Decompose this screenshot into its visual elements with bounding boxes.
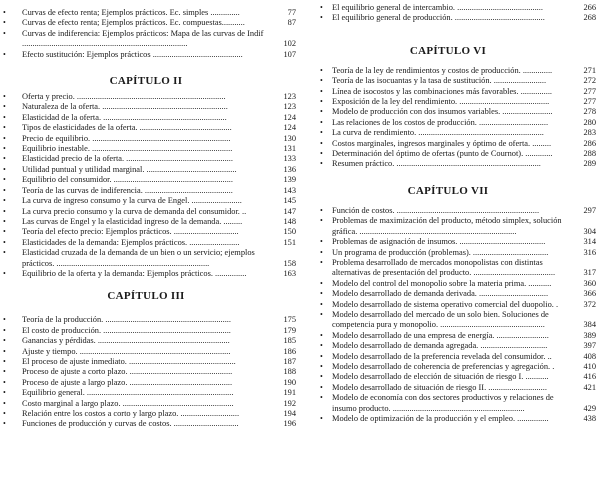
toc-entry-title: Exposición de la ley del rendimiento. ...........................................: [332, 97, 550, 107]
toc-entry-title: El costo de producción. .............................................................: [22, 325, 231, 335]
toc-entry-title: Modelo desarrollado de la preferencia revelada del consumidor. ..: [332, 351, 552, 361]
toc-page-number: 429: [583, 403, 596, 413]
toc-entry: [318, 300, 600, 310]
toc-entry-title: Elasticidad de la oferta. ...........................................................: [22, 112, 227, 122]
bullet-icon: •: [3, 268, 6, 278]
toc-page-number: 288: [583, 149, 596, 159]
toc-entry-title: Modelo desarrollado de una empresa de energía. .........................: [332, 330, 549, 340]
toc-page-number: 268: [583, 13, 596, 23]
toc-page-number: 191: [283, 388, 296, 398]
bullet-icon: •: [320, 97, 323, 107]
toc-entry-title: Ganancias y pérdidas. ...............................................................: [22, 336, 230, 346]
toc-page-number: 179: [283, 325, 296, 335]
toc-entry: [318, 66, 600, 76]
toc-entry-title: Teoría del efecto precio: Ejemplos prácticos. ...............................: [22, 227, 239, 237]
toc-entry: [318, 128, 600, 138]
bullet-icon: •: [3, 102, 6, 112]
toc-entry-title: Utilidad puntual y utilidad marginal. ...........................................: [22, 164, 237, 174]
bullet-icon: •: [3, 325, 6, 335]
toc-entry: [318, 237, 600, 247]
toc-entry: [0, 154, 300, 164]
toc-entry: [0, 123, 300, 133]
toc-entry-title: Tipos de elasticidades de la oferta. ............................................: [22, 123, 232, 133]
bullet-icon: •: [320, 393, 323, 403]
toc-entry-title: Modelo desarrollado de situación de riesgo II. ............................: [332, 382, 547, 392]
bullet-icon: •: [320, 107, 323, 117]
toc-entry-title: Un programa de producción (problemas). ....................................: [332, 247, 549, 257]
toc-entry-title: Teoría de las curvas de indiferencia. ..........................................: [22, 185, 233, 195]
toc-entry: [0, 378, 300, 388]
bullet-icon: •: [3, 112, 6, 122]
toc-entry: [0, 165, 300, 175]
toc-entry-title: Naturaleza de la oferta. ............................................................: [22, 102, 228, 112]
toc-entry: [318, 87, 600, 97]
bullet-icon: •: [320, 117, 323, 127]
toc-page-number: 102: [283, 39, 296, 49]
toc-entry-title: Precio de equilibrio. ..................................................................: [22, 133, 231, 143]
toc-entry: [318, 289, 600, 299]
bullet-icon: •: [320, 13, 323, 23]
toc-page-number: 192: [283, 398, 296, 408]
bullet-icon: •: [320, 414, 323, 423]
toc-entry: [0, 227, 300, 237]
toc-page-number: 124: [283, 123, 296, 133]
chapter-ii-entries: [0, 92, 300, 279]
toc-page-number: 87: [287, 18, 296, 28]
toc-entry-title: Ajuste y tiempo. ........................................................................: [22, 346, 231, 356]
toc-entry: [0, 186, 300, 196]
toc-page-number: 186: [283, 346, 296, 356]
toc-entry: [0, 367, 300, 377]
toc-entry-title: El equilibrio general de producción. ...........................................: [332, 13, 545, 23]
toc-entry: [318, 97, 600, 107]
toc-page-number: 123: [283, 102, 296, 112]
bullet-icon: •: [3, 206, 6, 216]
toc-entry-title: El equilibrio general de intercambio. .........................................: [332, 3, 543, 12]
toc-entry-title: La curva de ingreso consumo y la curva de Engel. ........................: [22, 196, 242, 206]
bullet-icon: •: [3, 248, 6, 258]
chapter-vi-heading: CAPÍTULO VI: [409, 44, 487, 57]
toc-entry: [0, 207, 300, 217]
toc-entry-title: Curvas de indiferencia: Ejemplos prácticos: Mapa de las curvas de Indif ...............................................................................: [22, 28, 264, 49]
toc-entry-title: Línea de isocostos y las combinaciones más favorables. ...............: [332, 86, 553, 96]
bullet-icon: •: [320, 138, 323, 148]
bullet-icon: •: [3, 388, 6, 398]
toc-entry: [318, 13, 600, 23]
toc-entry: [0, 269, 300, 279]
toc-page-number: 317: [583, 268, 596, 278]
toc-page-number: 133: [283, 154, 296, 164]
left-top-entries: [0, 8, 300, 60]
chapter-iii-heading: CAPÍTULO III: [107, 290, 185, 303]
toc-page-number: 389: [583, 330, 596, 340]
toc-entry: [0, 134, 300, 144]
bullet-icon: •: [3, 92, 6, 102]
toc-entry: [318, 352, 600, 362]
toc-entry: [0, 113, 300, 123]
toc-entry-title: Modelo de economía con dos sectores productivos y relaciones de insumo producto. ...............................................................: [332, 393, 554, 413]
toc-page-number: 188: [283, 367, 296, 377]
toc-entry-title: Modelo de producción con dos insumos variables. ........................: [332, 107, 553, 117]
toc-page-number: 148: [283, 216, 296, 226]
toc-entry-title: Equilibrio del consumidor. .........................................................: [22, 175, 233, 185]
toc-entry-title: Funciones de producción y curvas de costos. ...............................: [22, 419, 239, 429]
toc-entry-title: La curva precio consumo y la curva de demanda del consumidor. ..: [22, 206, 247, 216]
toc-entry-title: Proceso de ajuste a corto plazo. .................................................: [22, 367, 233, 377]
toc-page-number: 366: [583, 289, 596, 299]
bullet-icon: •: [3, 216, 6, 226]
bullet-icon: •: [320, 159, 323, 169]
toc-entry: [318, 107, 600, 117]
toc-entry: [318, 383, 600, 393]
toc-page-number: 283: [583, 128, 596, 138]
toc-page-number: 151: [283, 237, 296, 247]
toc-page-number: 163: [283, 268, 296, 278]
toc-page-number: 139: [283, 175, 296, 185]
toc-entry-title: Modelo desarrollado de demanda derivada. .................................: [332, 289, 549, 299]
toc-entry-title: Efecto sustitución: Ejemplos prácticos ...........................................: [22, 49, 243, 59]
toc-page-number: 147: [283, 206, 296, 216]
chapter-vi-entries: [318, 66, 600, 170]
toc-page-number: 438: [583, 414, 596, 423]
toc-entry: [318, 139, 600, 149]
toc-entry-title: Relación entre los costos a corto y largo plazo. ............................: [22, 409, 240, 418]
toc-entry: [0, 399, 300, 409]
toc-page-number: 123: [283, 92, 296, 102]
toc-page-number: 297: [583, 205, 596, 215]
bullet-icon: •: [320, 361, 323, 371]
toc-page-number: 421: [583, 382, 596, 392]
toc-entry: [0, 8, 300, 18]
right-column: [318, 0, 600, 424]
toc-page-number: 124: [283, 112, 296, 122]
toc-entry-title: Función de costos. ....................................................................: [332, 205, 540, 215]
toc-page-number: 143: [283, 185, 296, 195]
toc-entry-title: Teoría de la ley de rendimientos y costos de producción. ..............: [332, 65, 553, 75]
bullet-icon: •: [320, 278, 323, 288]
toc-page-number: 150: [283, 227, 296, 237]
toc-entry-title: Curvas de efecto renta; Ejemplos prácticos. Ec. compuestas...........: [22, 18, 245, 28]
toc-entry: [0, 29, 300, 50]
toc-entry-title: Problemas de maximización del producto, método simplex, solución gráfica. ...........................................................................: [332, 216, 562, 236]
bullet-icon: •: [3, 356, 6, 366]
toc-entry-title: Problemas de asignación de insumos. .........................................: [332, 237, 546, 247]
toc-page-number: 175: [283, 315, 296, 325]
bullet-icon: •: [320, 299, 323, 309]
toc-page-number: 77: [287, 8, 296, 17]
bullet-icon: •: [3, 419, 6, 429]
toc-page-number: 278: [583, 107, 596, 117]
chapter-vii-heading: CAPÍTULO VII: [407, 184, 489, 197]
toc-page-number: 187: [283, 356, 296, 366]
toc-page-number: 408: [583, 351, 596, 361]
bullet-icon: •: [3, 18, 6, 28]
toc-page-number: 416: [583, 372, 596, 382]
bullet-icon: •: [320, 309, 323, 319]
chapter-ii-heading: CAPÍTULO II: [109, 75, 183, 88]
toc-page-number: 190: [283, 377, 296, 387]
toc-entry: [318, 216, 600, 237]
toc-entry-title: La curva de rendimiento. ............................................................: [332, 128, 544, 138]
left-column: [0, 0, 300, 430]
toc-entry-title: Elasticidades de la demanda: Ejemplos prácticos. ........................: [22, 237, 240, 247]
toc-entry: [0, 315, 300, 325]
bullet-icon: •: [320, 216, 323, 226]
toc-entry-title: Equilibrio inestable. ...................................................................: [22, 144, 233, 154]
toc-entry-title: Modelo desarrollado de elección de situación de riesgo I. ...........: [332, 372, 549, 382]
bullet-icon: •: [320, 341, 323, 351]
bullet-icon: •: [3, 175, 6, 185]
bullet-icon: •: [3, 164, 6, 174]
toc-page-number: 131: [283, 144, 296, 154]
toc-page-number: 185: [283, 336, 296, 346]
toc-entry-title: Las relaciones de los costos de producción. .................................: [332, 117, 549, 127]
bullet-icon: •: [3, 237, 6, 247]
toc-page-number: 271: [583, 65, 596, 75]
toc-page-number: 372: [583, 299, 596, 309]
toc-entry-title: Resumen práctico. .....................................................................: [332, 159, 541, 169]
toc-entry: [0, 336, 300, 346]
toc-entry: [318, 3, 600, 13]
bullet-icon: •: [320, 3, 323, 12]
bullet-icon: •: [320, 372, 323, 382]
bullet-icon: •: [320, 247, 323, 257]
toc-entry: [0, 419, 300, 429]
bullet-icon: •: [3, 49, 6, 59]
toc-page-number: 410: [583, 361, 596, 371]
toc-entry-title: Teoría de las isocuantas y la tasa de sustitución. .........................: [332, 76, 547, 86]
toc-entry: [318, 414, 600, 424]
bullet-icon: •: [3, 336, 6, 346]
toc-entry: [0, 92, 300, 102]
right-top-entries: [318, 3, 600, 24]
toc-entry: [318, 279, 600, 289]
toc-page-number: 194: [283, 409, 296, 418]
toc-entry: [318, 248, 600, 258]
bullet-icon: •: [320, 382, 323, 392]
toc-page-number: 280: [583, 117, 596, 127]
toc-entry-title: Las curvas de Engel y la elasticidad ingreso de la demanda. .........: [22, 216, 243, 226]
toc-entry-title: El proceso de ajuste inmediato. ...................................................: [22, 356, 236, 366]
toc-entry-title: Problema desarrollado de mercados monopolistas con distintas alternativas de presentación del producto. .......................................: [332, 257, 556, 278]
toc-page-number: 196: [283, 419, 296, 429]
toc-entry-title: Elasticidad cruzada de la demanda de un bien o un servicio; ejemplos prácticos. .........................................................................: [22, 248, 255, 268]
bullet-icon: •: [3, 377, 6, 387]
bullet-icon: •: [3, 133, 6, 143]
toc-entry: [0, 388, 300, 398]
bullet-icon: •: [320, 237, 323, 247]
bullet-icon: •: [3, 196, 6, 206]
toc-entry-title: Modelo del control del monopolio sobre la materia prima. ...........: [332, 278, 552, 288]
bullet-icon: •: [320, 257, 323, 267]
toc-entry: [318, 362, 600, 372]
bullet-icon: •: [3, 346, 6, 356]
toc-entry: [0, 18, 300, 28]
toc-page-number: 360: [583, 278, 596, 288]
bullet-icon: •: [3, 154, 6, 164]
toc-entry: [318, 331, 600, 341]
toc-entry: [318, 76, 600, 86]
toc-entry: [318, 149, 600, 159]
bullet-icon: •: [320, 65, 323, 75]
toc-entry: [318, 393, 600, 414]
bullet-icon: •: [3, 28, 6, 38]
bullet-icon: •: [3, 185, 6, 195]
toc-entry: [0, 409, 300, 419]
toc-entry: [318, 310, 600, 331]
chapter-iii-entries: [0, 315, 300, 429]
bullet-icon: •: [3, 409, 6, 418]
toc-entry: [0, 50, 300, 60]
toc-entry: [0, 357, 300, 367]
toc-entry-title: Determinación del óptimo de ofertas (punto de Cournot). .............: [332, 149, 553, 159]
toc-entry: [318, 159, 600, 169]
toc-page-number: 314: [583, 237, 596, 247]
toc-entry: [0, 144, 300, 154]
toc-entry: [0, 248, 300, 269]
toc-page-number: 289: [583, 159, 596, 169]
chapter-vii-entries: [318, 206, 600, 425]
toc-entry: [0, 326, 300, 336]
toc-entry: [0, 347, 300, 357]
bullet-icon: •: [320, 205, 323, 215]
toc-entry-title: Modelo desarrollado de sistema operativo comercial del duopolio. .: [332, 299, 559, 309]
toc-entry-title: Modelo desarrollado de demanda agregada. ................................: [332, 341, 548, 351]
toc-entry-title: Modelo desarrollado del mercado de un solo bien. Soluciones de competencia pura y monopolio. ..................................................: [332, 309, 549, 330]
bullet-icon: •: [320, 149, 323, 159]
toc-entry-title: Oferta y precio. .......................................................................: [22, 92, 226, 102]
toc-page-number: 286: [583, 138, 596, 148]
bullet-icon: •: [320, 86, 323, 96]
toc-page-number: 130: [283, 133, 296, 143]
toc-entry: [0, 217, 300, 227]
toc-entry-title: Curvas de efecto renta; Ejemplos prácticos. Ec. simples ..............: [22, 8, 240, 17]
bullet-icon: •: [3, 315, 6, 325]
toc-entry-title: Elasticidad precio de la oferta. ...................................................: [22, 154, 233, 164]
toc-page-number: 304: [583, 226, 596, 236]
toc-page-number: 277: [583, 97, 596, 107]
bullet-icon: •: [320, 330, 323, 340]
bullet-icon: •: [3, 144, 6, 154]
toc-page-number: 397: [583, 341, 596, 351]
bullet-icon: •: [320, 76, 323, 86]
toc-entry: [0, 196, 300, 206]
toc-page-number: 384: [583, 320, 596, 330]
toc-entry: [318, 258, 600, 279]
toc-entry-title: Costo marginal a largo plazo. .....................................................: [22, 398, 234, 408]
bullet-icon: •: [320, 351, 323, 361]
toc-entry: [318, 118, 600, 128]
bullet-icon: •: [3, 367, 6, 377]
toc-page-number: 266: [583, 3, 596, 12]
toc-entry: [318, 341, 600, 351]
bullet-icon: •: [3, 123, 6, 133]
toc-page-number: 316: [583, 247, 596, 257]
toc-entry-title: Teoría de la producción. ............................................................: [22, 315, 231, 325]
toc-entry-title: Equilibrio general. ......................................................................: [22, 388, 234, 398]
bullet-icon: •: [3, 8, 6, 17]
toc-entry: [318, 206, 600, 216]
toc-entry: [0, 175, 300, 185]
toc-page-number: 107: [283, 49, 296, 59]
toc-entry-title: Costos marginales, ingresos marginales y óptimo de oferta. .........: [332, 138, 552, 148]
toc-page-number: 136: [283, 164, 296, 174]
bullet-icon: •: [3, 398, 6, 408]
bullet-icon: •: [3, 227, 6, 237]
toc-entry-title: Proceso de ajuste a largo plazo. .................................................: [22, 377, 233, 387]
toc-entry: [0, 102, 300, 112]
toc-entry: [318, 372, 600, 382]
toc-page-number: 277: [583, 86, 596, 96]
toc-entry-title: Modelo de optimización de la producción y el empleo. ...............: [332, 414, 549, 423]
toc-entry: [0, 238, 300, 248]
bullet-icon: •: [320, 289, 323, 299]
toc-page-number: 145: [283, 196, 296, 206]
toc-entry-title: Modelo desarrollado de coherencia de preferencias y agregación. .: [332, 361, 555, 371]
toc-entry-title: Equilibrio de la oferta y la demanda: Ejemplos prácticos. ...............: [22, 268, 247, 278]
toc-page-number: 272: [583, 76, 596, 86]
bullet-icon: •: [320, 128, 323, 138]
toc-page-number: 158: [283, 258, 296, 268]
